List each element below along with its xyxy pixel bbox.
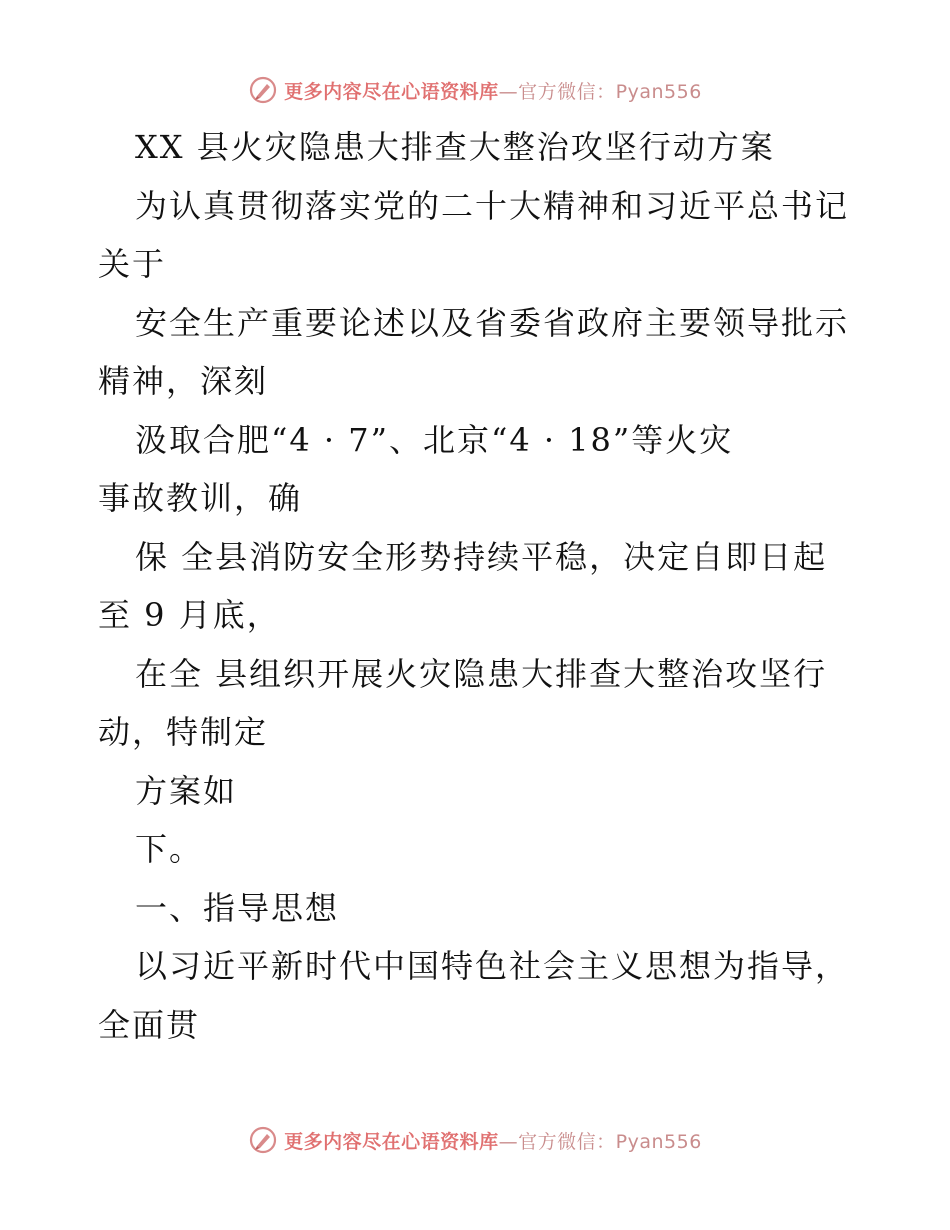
text-line: 在全 县组织开展火灾隐患大排查大整治攻坚行 bbox=[135, 654, 828, 693]
pen-nib-logo-icon bbox=[248, 75, 278, 105]
text-line: 以习近平新时代中国特色社会主义思想为指导， bbox=[135, 947, 850, 985]
text-line: 保 全县消防安全形势持续平稳，决定自即日起 bbox=[135, 537, 828, 576]
section-heading: 一、指导思想 bbox=[135, 888, 340, 927]
text-line: 汲取合肥“4 · 7”、北京“4 · 18”等火灾 bbox=[135, 420, 734, 459]
text-line: 安全生产重要论述以及省委省政府主要领导批示 bbox=[135, 303, 850, 342]
watermark-contact: —官方微信：Pyan556 bbox=[498, 80, 702, 103]
document-title: XX 县火灾隐患大排查大整治攻坚行动方案 bbox=[135, 128, 775, 166]
text-line: 方案如 bbox=[135, 771, 238, 810]
header-watermark bbox=[0, 70, 950, 110]
text-line: 关于 bbox=[98, 245, 167, 283]
pen-nib-logo-icon bbox=[248, 1125, 278, 1155]
document-body bbox=[98, 118, 858, 1054]
watermark-contact: —官方微信：Pyan556 bbox=[498, 1130, 702, 1153]
text-line: 为认真贯彻落实党的二十大精神和习近平总书记 bbox=[135, 186, 850, 225]
text-line: 下。 bbox=[135, 830, 204, 868]
text-line: 精神，深刻 bbox=[98, 362, 269, 400]
text-line: 全面贯 bbox=[98, 1005, 201, 1044]
watermark-brand: 更多内容尽在心语资料库 bbox=[284, 1130, 499, 1153]
text-line: 事故教训，确 bbox=[98, 479, 303, 517]
text-line: 至 9 月底， bbox=[98, 596, 281, 634]
footer-watermark bbox=[0, 1120, 950, 1160]
watermark-brand: 更多内容尽在心语资料库 bbox=[284, 80, 499, 103]
text-line: 动，特制定 bbox=[98, 713, 269, 751]
